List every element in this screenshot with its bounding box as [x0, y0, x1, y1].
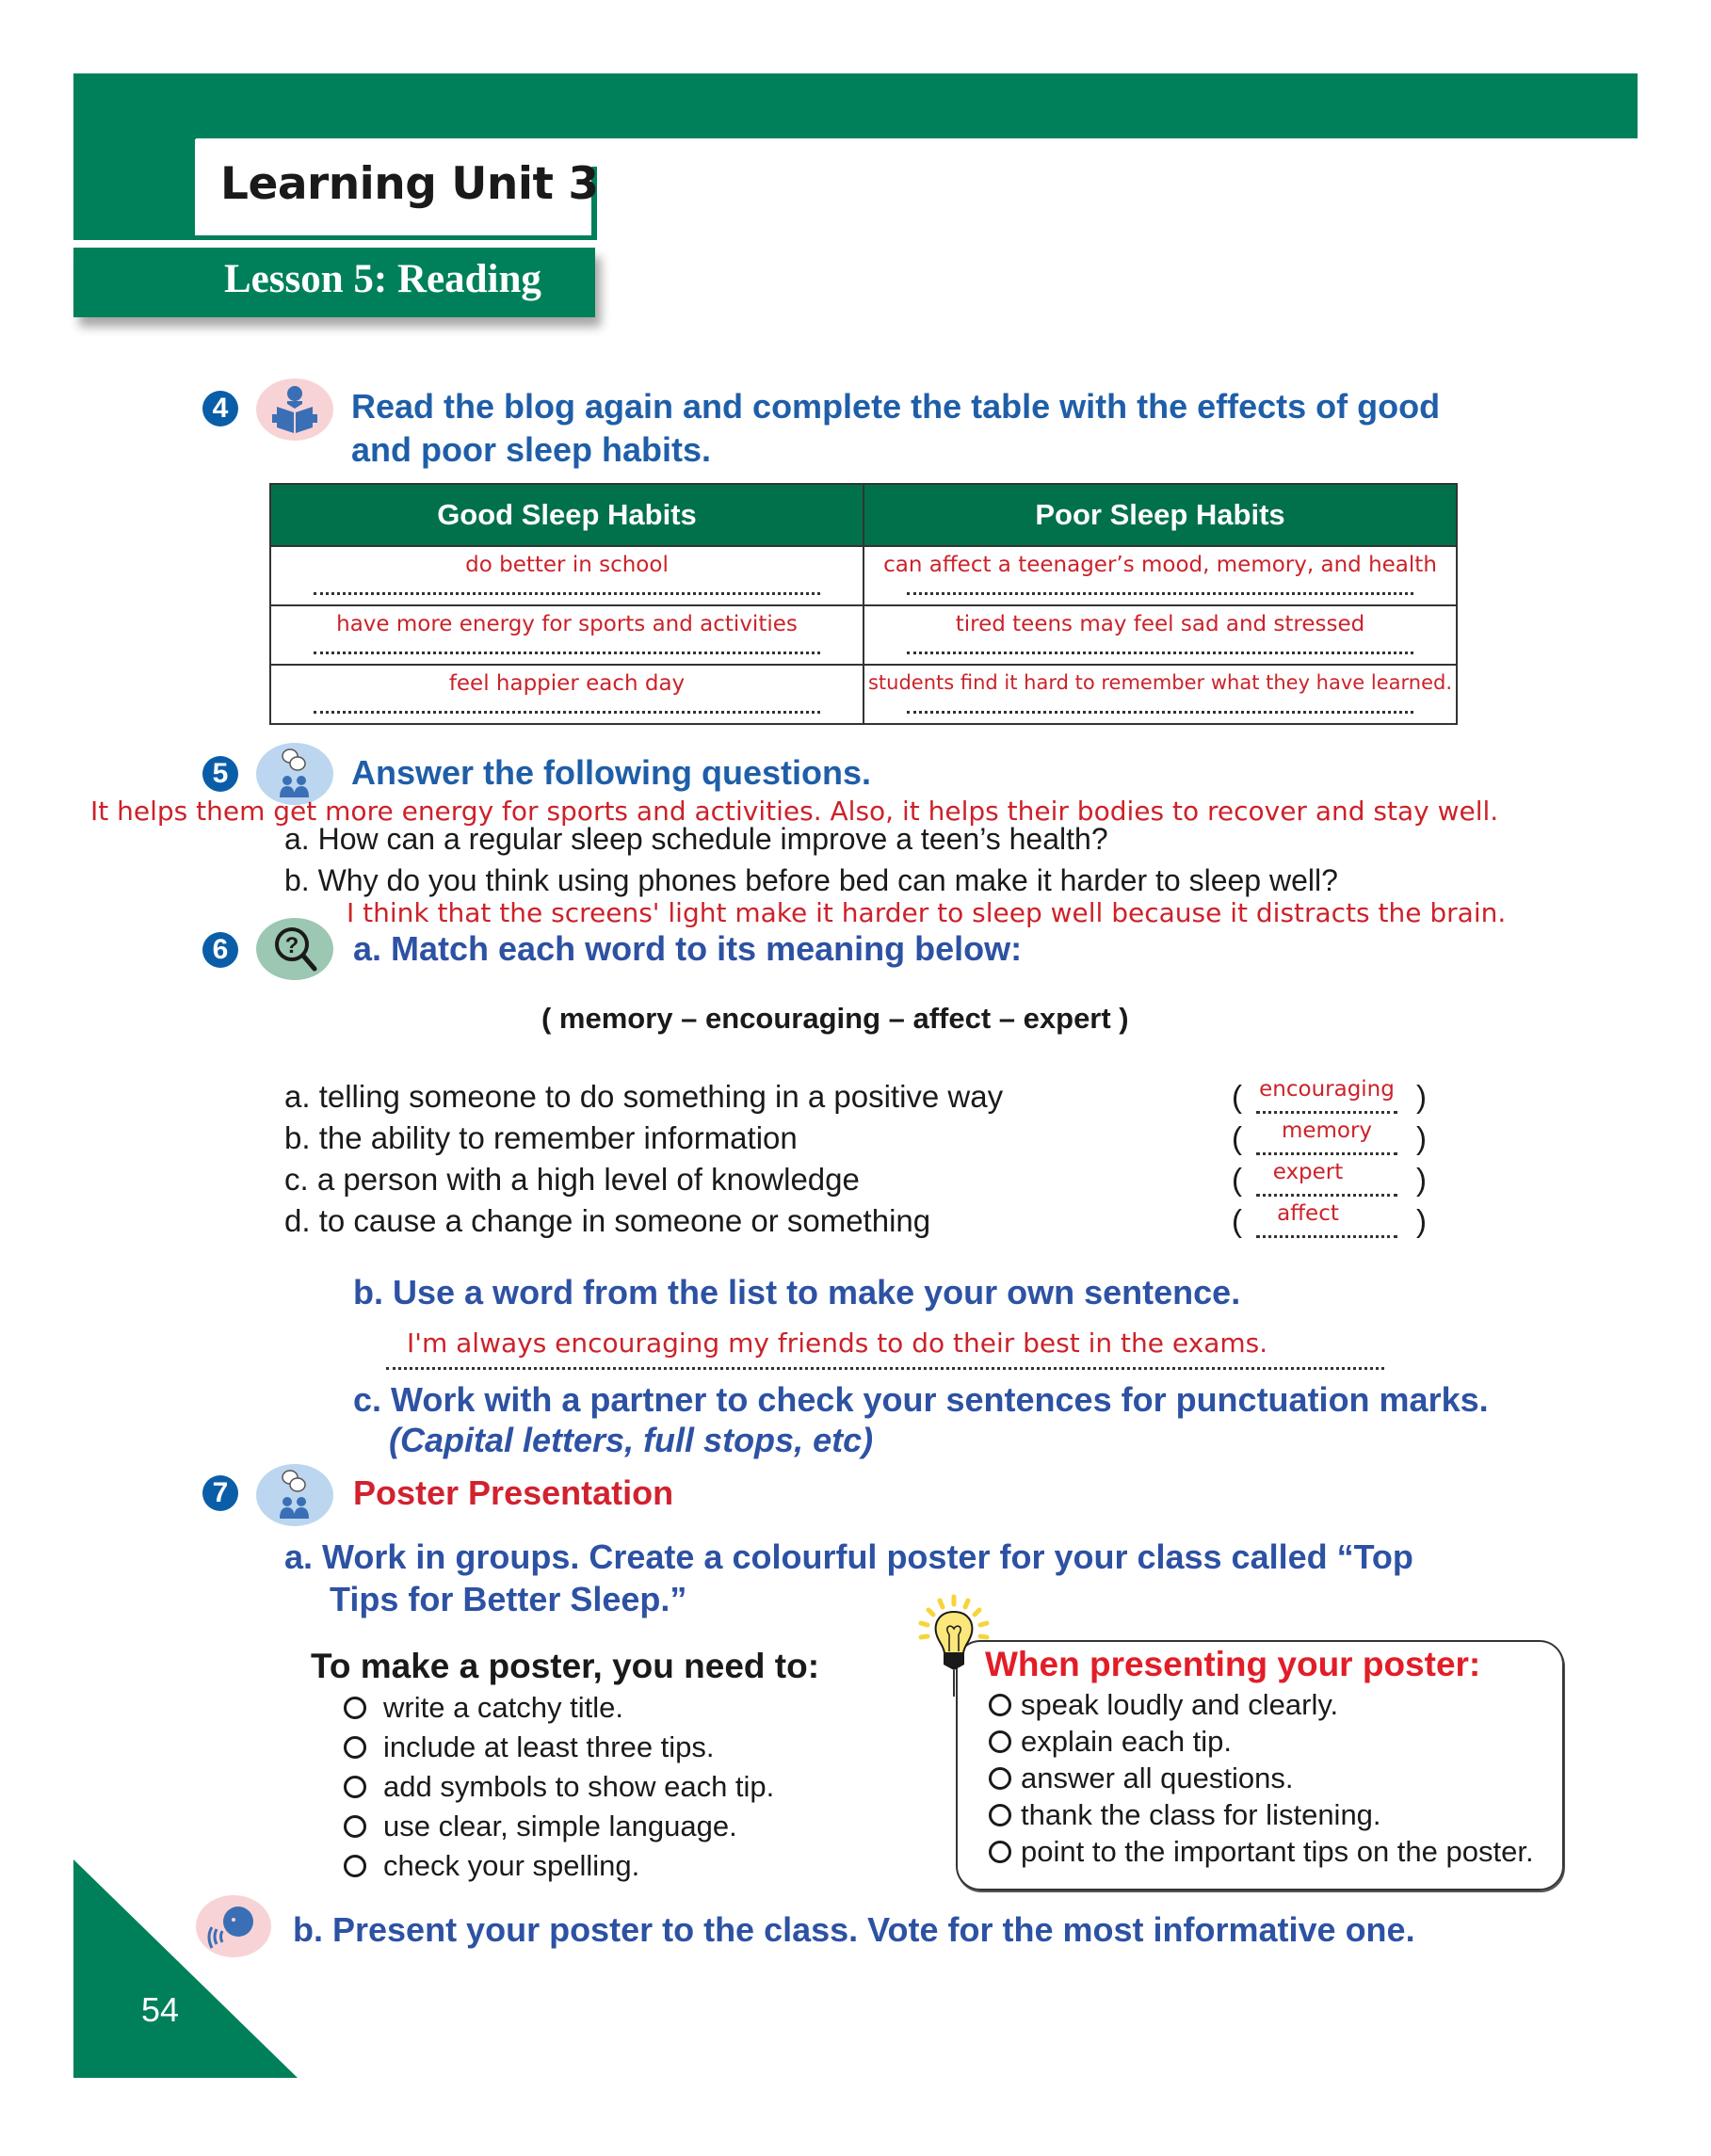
svg-text:?: ? — [284, 933, 299, 958]
presenting-list — [989, 1686, 1534, 1870]
cell-answer: do better in school — [465, 553, 669, 577]
paren-close: ) — [1416, 1079, 1427, 1114]
dotted-line — [314, 652, 820, 654]
match-answer-blank[interactable] — [1232, 1079, 1429, 1120]
section7-title: Poster Presentation — [353, 1473, 674, 1512]
circle-bullet-icon — [989, 1767, 1011, 1790]
circle-bullet-icon — [344, 1776, 366, 1798]
cell-answer: feel happier each day — [448, 671, 686, 696]
section-number-badge: 6 — [202, 932, 238, 968]
lightbulb-icon — [912, 1593, 996, 1697]
dotted-line — [907, 652, 1413, 654]
list-item — [989, 1833, 1534, 1870]
circle-bullet-icon — [989, 1841, 1011, 1863]
cell-answer: tired teens may feel sad and stressed — [955, 612, 1365, 636]
list-item-text: include at least three tips. — [383, 1730, 715, 1763]
table-cell-poor[interactable] — [864, 546, 1457, 605]
table-cell-poor[interactable] — [864, 605, 1457, 665]
section7-instruction-a-line2: Tips for Better Sleep.” — [330, 1580, 687, 1618]
table-cell-good[interactable] — [270, 546, 864, 605]
cell-answer: have more energy for sports and activities — [336, 612, 798, 636]
section-number-badge: 4 — [202, 391, 238, 426]
paren-open: ( — [1232, 1162, 1242, 1197]
column-header-poor: Poor Sleep Habits — [864, 484, 1457, 546]
paren-open: ( — [1232, 1079, 1242, 1114]
circle-bullet-icon — [989, 1804, 1011, 1826]
make-poster-heading: To make a poster, you need to: — [311, 1647, 820, 1685]
column-header-good: Good Sleep Habits — [270, 484, 864, 546]
circle-bullet-icon — [989, 1694, 1011, 1716]
word-list: ( memory – encouraging – affect – expert ) — [541, 1002, 1129, 1035]
paren-close: ) — [1416, 1203, 1427, 1238]
match-answer: expert — [1272, 1160, 1344, 1184]
dotted-line — [1256, 1194, 1397, 1197]
paren-open: ( — [1232, 1203, 1242, 1238]
section7-instruction-a-line1: a. Work in groups. Create a colourful poster for your class called “Top — [284, 1537, 1413, 1576]
list-item — [989, 1723, 1534, 1760]
answer-a[interactable]: It helps them get more energy for sports and activities. Also, it helps their bodies to recover and stay well. — [90, 796, 1499, 827]
sleep-habits-table — [269, 483, 1458, 725]
sentence-answer: I'm always encouraging my friends to do their best in the exams. — [407, 1327, 1268, 1359]
match-item: c. a person with a high level of knowledge — [284, 1162, 860, 1197]
match-item: d. to cause a change in someone or something — [284, 1203, 931, 1238]
list-item-text: point to the important tips on the poster. — [1021, 1835, 1534, 1868]
make-poster-list — [344, 1688, 774, 1886]
section7-instruction-b: b. Present your poster to the class. Vote for the most informative one. — [293, 1910, 1415, 1949]
table-cell-good[interactable] — [270, 605, 864, 665]
dotted-line — [1256, 1152, 1397, 1155]
dotted-line — [314, 711, 820, 714]
dotted-line — [1256, 1235, 1397, 1238]
circle-bullet-icon — [344, 1736, 366, 1759]
list-item — [344, 1728, 774, 1767]
list-item-text: check your spelling. — [383, 1849, 640, 1882]
table-cell-poor[interactable] — [864, 665, 1457, 724]
match-item: a. telling someone to do something in a positive way — [284, 1079, 1004, 1114]
speaking-person-icon — [196, 1895, 271, 1957]
list-item — [344, 1688, 774, 1728]
sentence-answer-field[interactable] — [386, 1327, 1384, 1375]
list-item — [989, 1686, 1534, 1723]
list-item — [344, 1767, 774, 1807]
table-row — [270, 605, 1457, 665]
match-item: b. the ability to remember information — [284, 1120, 798, 1155]
header-green-bar — [73, 73, 1638, 138]
question-a: a. How can a regular sleep schedule improve a teen’s health? — [284, 822, 1108, 856]
cell-answer: can affect a teenager’s mood, memory, and health — [883, 553, 1437, 577]
match-answer-blank[interactable] — [1232, 1162, 1429, 1203]
magnifier-question-icon — [256, 918, 333, 980]
list-item-text: thank the class for listening. — [1021, 1798, 1381, 1831]
section6-instruction-a: a. Match each word to its meaning below: — [353, 929, 1023, 968]
lesson-title: Lesson 5: Reading — [224, 257, 541, 301]
cell-answer: students find it hard to remember what they have learned. — [867, 671, 1453, 694]
section4-instruction-line1: Read the blog again and complete the table with the effects of good — [351, 387, 1441, 426]
table-row — [270, 546, 1457, 605]
page-number: 54 — [141, 1990, 180, 2029]
presenting-heading: When presenting your poster: — [985, 1645, 1481, 1683]
circle-bullet-icon — [344, 1855, 366, 1877]
section6-instruction-c: c. Work with a partner to check your sentences for punctuation marks. — [353, 1380, 1489, 1419]
reading-person-icon — [256, 378, 333, 441]
discussion-icon — [256, 1464, 333, 1526]
list-item — [989, 1796, 1534, 1833]
list-item-text: use clear, simple language. — [383, 1810, 737, 1842]
dotted-line — [907, 592, 1413, 595]
dotted-line — [314, 592, 820, 595]
dotted-line — [907, 711, 1413, 714]
section6-instruction-b: b. Use a word from the list to make your own sentence. — [353, 1273, 1241, 1311]
table-cell-good[interactable] — [270, 665, 864, 724]
list-item-text: add symbols to show each tip. — [383, 1770, 775, 1803]
paren-open: ( — [1232, 1120, 1242, 1155]
section-number-badge: 5 — [202, 756, 238, 792]
match-answer: encouraging — [1259, 1077, 1395, 1102]
paren-close: ) — [1416, 1120, 1427, 1155]
paren-close: ) — [1416, 1162, 1427, 1197]
circle-bullet-icon — [344, 1697, 366, 1719]
circle-bullet-icon — [989, 1730, 1011, 1753]
list-item-text: write a catchy title. — [383, 1691, 623, 1724]
dotted-line — [386, 1367, 1384, 1370]
match-answer: affect — [1277, 1201, 1339, 1226]
section5-instruction: Answer the following questions. — [351, 753, 872, 792]
match-answer: memory — [1281, 1118, 1373, 1143]
list-item-text: speak loudly and clearly. — [1021, 1688, 1339, 1721]
section6-instruction-c-note: (Capital letters, full stops, etc) — [389, 1421, 874, 1459]
section-number-badge: 7 — [202, 1475, 238, 1511]
list-item — [344, 1807, 774, 1846]
list-item-text: answer all questions. — [1021, 1762, 1294, 1794]
match-answer-blank[interactable] — [1232, 1120, 1429, 1162]
list-item — [989, 1760, 1534, 1796]
section4-instruction-line2: and poor sleep habits. — [351, 430, 712, 469]
table-row — [270, 665, 1457, 724]
answer-b[interactable]: I think that the screens' light make it harder to sleep well because it distracts the brain. — [347, 897, 1507, 928]
header-green-block — [73, 138, 196, 240]
circle-bullet-icon — [344, 1815, 366, 1838]
unit-title: Learning Unit 3 — [220, 158, 599, 210]
question-b: b. Why do you think using phones before bed can make it harder to sleep well? — [284, 863, 1338, 897]
match-answer-blank[interactable] — [1232, 1203, 1429, 1245]
list-item-text: explain each tip. — [1021, 1725, 1233, 1758]
list-item — [344, 1846, 774, 1886]
page-corner-triangle — [73, 1859, 298, 2078]
dotted-line — [1256, 1111, 1397, 1114]
